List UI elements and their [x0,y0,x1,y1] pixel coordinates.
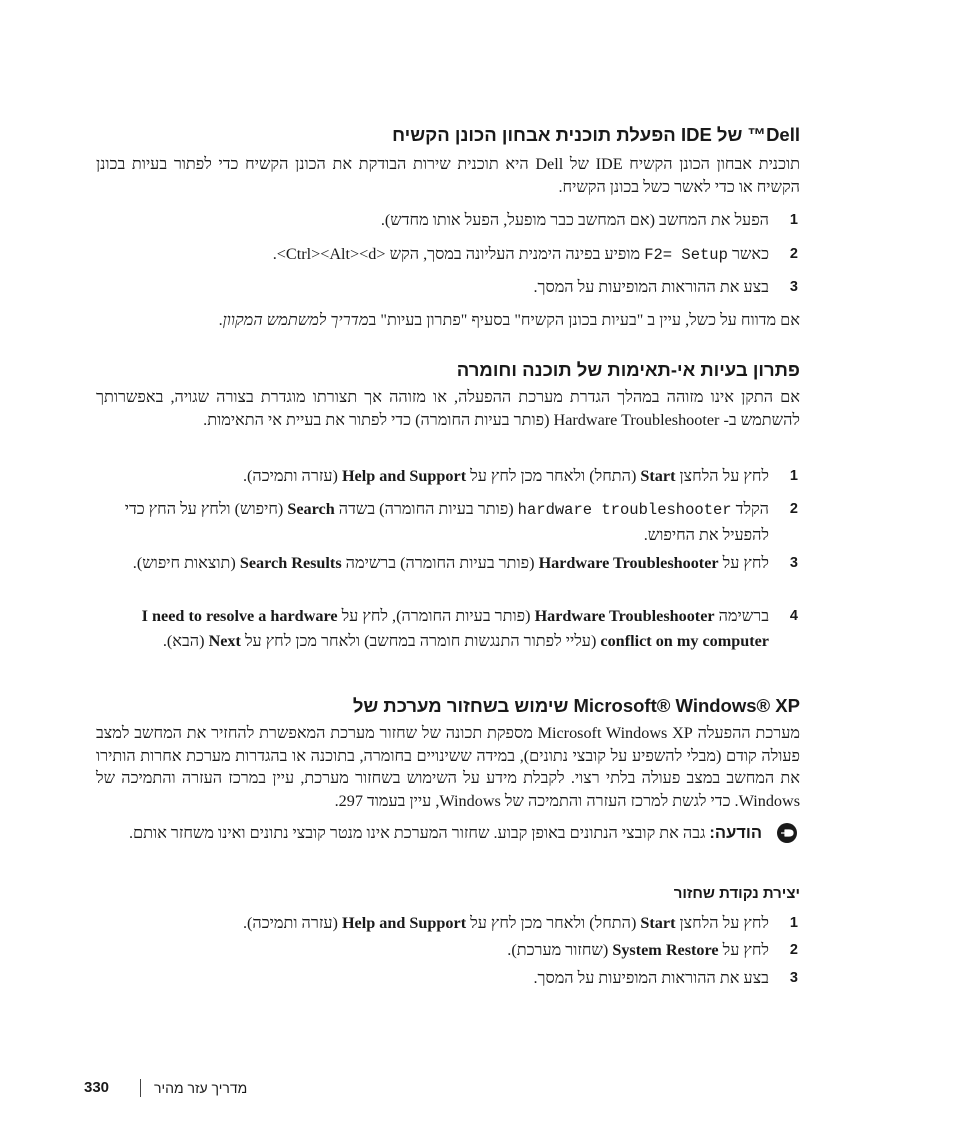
step-number: 4 [789,608,798,624]
step-text-part: (תוצאות חיפוש). [132,554,236,572]
step-text-part: (פותר בעיות החומרה), לחץ על [341,607,531,625]
step-item [96,966,800,991]
ui-term: I need to resolve a hardware conflict on my computer [141,607,769,650]
step-number: 2 [789,942,798,958]
step-text-part: מופיע בפינה הימנית העליונה במסך, הקש [389,245,641,263]
ui-term: System Restore [612,941,719,959]
outro-text: . [218,311,223,329]
step-item [96,938,800,963]
notice-text [96,822,762,845]
ui-term: Hardware Troubleshooter [538,554,719,572]
code-text: hardware troubleshooter [517,501,732,519]
ui-term: Help and Support [341,914,467,932]
step-text-part: לחץ על [722,554,769,572]
notice-label: הודעה: [709,824,762,842]
key-combination: <Ctrl><Alt><d> [276,245,386,263]
notice-box [96,822,800,845]
notice-hand-icon [776,822,798,844]
guide-reference: מדריך למשתמש המקוון [222,311,369,329]
ui-term: Next [208,631,241,650]
step-text [96,938,769,963]
section-title-system-restore: Microsoft® Windows® XP שימוש בשחזור מערכת של [352,695,800,716]
step-number: 1 [789,468,798,484]
step-text-part: (שחזור מערכת). [507,941,609,959]
step-text-part: כאשר [731,245,769,263]
step-text: בצע את ההוראות המופיעות על המסך. [533,969,769,987]
section-intro: מערכת ההפעלה Microsoft Windows XP מספקת תכונה של שחזור מערכת המאפשרת להחזיר את המחשב למצב פעולה קודם (מבלי להשפיע על קובצי נתונים), במידה ששינויים בחומרה, בתוכנה או בהגדרות מערכת אחרות הותירו את המחשב במצב פעולה בלתי רצוי. לקבלת מידע על השימוש בשחזור מערכת, עיין במרכז העזרה והתמיכה של Windows. כדי לגשת למרכז העזרה והתמיכה של Windows, עיין בעמוד 297. [96,724,801,810]
step-text-part: הקלד [735,500,769,518]
step-text-part: (עזרה ותמיכה). [243,467,338,485]
step-text [96,551,769,576]
step-text-part: ברשימה [718,607,769,625]
ui-term: Hardware Troubleshooter [534,607,715,625]
step-item [96,604,800,653]
step-text [96,464,769,489]
step-text-part: (הבא). [162,631,205,650]
section-title-ide-diagnostics: Dell™ של IDE הפעלת תוכנית אבחון הכונן הקשיח [392,124,800,145]
step-text-part: (פותר בעיות החומרה) בשדה [338,500,514,518]
ui-term: Help and Support [341,467,467,485]
step-item [96,464,800,489]
step-text-part: (התחל) ולאחר מכן לחץ על [470,467,637,485]
subsection-title: יצירת נקודת שחזור [673,885,800,902]
step-item [96,497,800,547]
guide-name: מדריך עזר מהיר [154,1080,248,1096]
step-text-part: (התחל) ולאחר מכן לחץ על [470,914,637,932]
notice-body: גבה את קובצי הנתונים באופן קבוע. שחזור המערכת אינו מנטר קובצי נתונים ואינו משחזר אותם. [128,824,706,842]
ui-term: Start [640,914,676,932]
section-outro [96,309,800,332]
step-item [96,911,800,936]
step-item [96,242,800,268]
step-text-part: (פותר בעיות החומרה) ברשימה [345,554,535,572]
footer-divider [140,1079,141,1097]
step-text-part: (עליי לפתור התנגשות חומרה במחשב) ולאחר מכן לחץ על [244,631,597,650]
step-item [96,208,800,233]
step-text: בצע את ההוראות המופיעות על המסך. [533,278,769,296]
outro-text: אם מדווח על כשל, עיין ב "בעיות בכונן הקשיח" בסעיף "פתרון בעיות" ב [368,311,800,329]
step-text-part: לחץ על הלחצן [679,467,769,485]
section-intro: תוכנית אבחון הכונן הקשיח IDE של Dell היא תוכנית שירות הבודקת את הכונן הקשיח כדי לפתור בעיות בכונן הקשיח או כדי לאשר כשל בכונן הקשיח. [96,155,800,196]
page-number: 330 [84,1079,110,1096]
step-text [96,242,769,268]
code-text: F2= Setup [644,246,728,264]
step-number: 1 [789,915,798,931]
step-number: 2 [789,501,798,517]
step-text-part: . [272,245,277,263]
step-number: 3 [789,555,798,571]
document-page [84,0,801,1145]
step-text-part: (עזרה ותמיכה). [243,914,338,932]
ui-term: Start [640,467,676,485]
step-item [96,551,800,576]
section-title-incompatibility: פתרון בעיות אי-תאימות של תוכנה וחומרה [456,359,800,380]
step-text [96,911,769,936]
ui-term: Search [287,500,335,518]
page-footer [84,1078,800,1100]
step-text [96,604,769,653]
step-text-part: (חיפוש) ולחץ על החץ כדי להפעיל את החיפוש. [124,500,769,544]
step-item [96,275,800,300]
step-number: 2 [789,246,798,262]
step-text [96,497,769,547]
step-number: 3 [789,279,798,295]
section-intro: אם התקן אינו מזוהה במהלך הגדרת מערכת ההפעלה, או מזוהה אך תצורתו מוגדרת בצורה שגויה, באפשרותך להשתמש ב- Hardware Troubleshooter (פותר בעיות החומרה) כדי לפתור את בעיית אי התאימות. [96,388,800,429]
step-text: הפעל את המחשב (אם המחשב כבר מופעל, הפעל אותו מחדש). [380,211,769,229]
ui-term: Search Results [239,554,342,572]
step-text-part: לחץ על [722,941,769,959]
step-text-part: לחץ על הלחצן [679,914,769,932]
step-number: 3 [789,970,798,986]
step-number: 1 [789,212,798,228]
